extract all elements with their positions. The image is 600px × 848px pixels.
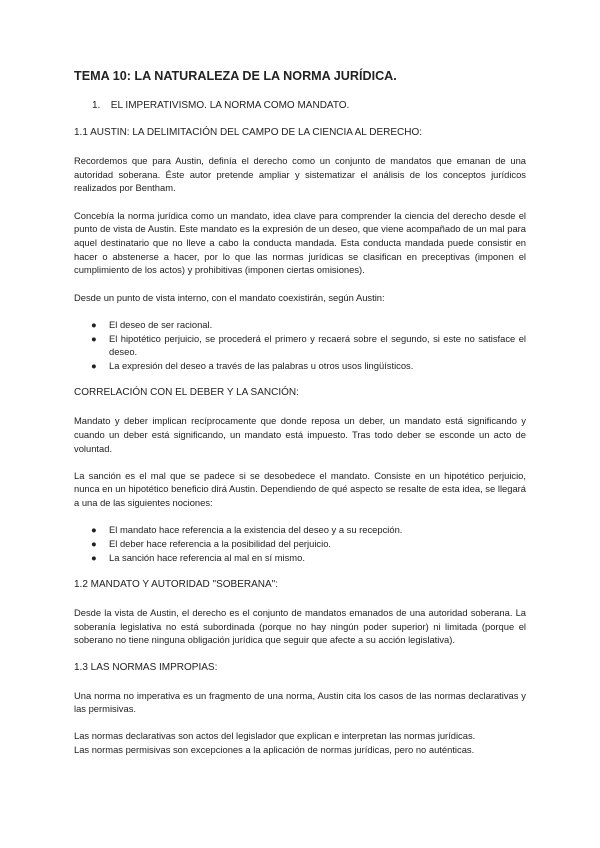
paragraph: La sanción es el mal que se padece si se desobedece el mandato. Consiste en un hipotético perjuicio, nunca en un hipotético beneficio dirá Austin. Dependiendo de qué aspecto se resalte de esta idea, se llegará a una de las siguientes nociones:	[74, 469, 526, 509]
bullet-icon: ●	[91, 332, 97, 344]
subsection-heading-1-3: 1.3 LAS NORMAS IMPROPIAS:	[74, 661, 218, 673]
section-number: 1.	[92, 100, 101, 111]
section-heading-1	[92, 99, 526, 113]
list-item	[74, 318, 526, 332]
paragraph: Las normas permisivas son excepciones a la aplicación de normas jurídicas, pero no auténticas.	[74, 744, 475, 756]
paragraph: Recordemos que para Austin, definía el derecho como un conjunto de mandatos que emanan de una autoridad soberana. Éste autor pretende ampliar y sistematizar el análisis de los conceptos jurídicos realizados por Bentham.	[74, 155, 526, 194]
subsection-heading-1-1: 1.1 AUSTIN: LA DELIMITACIÓN DEL CAMPO DE LA CIENCIA AL DERECHO:	[74, 127, 423, 138]
paragraph: Mandato y deber implican recíprocamente que donde reposa un deber, un mandato está significando y cuando un deber está significando, un mandato está impuesto. Tras todo deber se esconde un acto de voluntad.	[74, 415, 526, 454]
bullet-list	[74, 318, 526, 373]
list-item-text: La expresión del deseo a través de las palabras u otros usos lingüísticos.	[109, 359, 414, 371]
paragraph: Concebía la norma jurídica como un mandato, idea clave para comprender la ciencia del derecho desde el punto de vista de Austin. Este mandato es la expresión de un deseo, que viene acompañado de un mal para aquel destinatario que no lleve a cabo la conducta mandada. Esta conducta mandada puede consistir en hacer o abstenerse a hacer, por lo que las normas jurídicas se clasifican en preceptivas (imponen el cumplimiento de los actos) y prohibitivas (imponen ciertas omisiones).	[74, 209, 526, 276]
list-item	[74, 551, 526, 565]
bullet-icon: ●	[91, 538, 97, 550]
list-item	[74, 332, 526, 359]
list-item-text: La sanción hace referencia al mal en sí mismo.	[109, 551, 305, 563]
paragraph: Una norma no imperativa es un fragmento de una norma, Austin cita los casos de las normas declarativas y las permisivas.	[74, 689, 526, 715]
bullet-icon: ●	[91, 318, 97, 330]
subsection-heading-correlacion: CORRELACIÓN CON EL DEBER Y LA SANCIÓN:	[74, 387, 299, 399]
list-item	[74, 359, 526, 373]
bullet-list	[74, 523, 526, 564]
list-item-text: El deseo de ser racional.	[109, 318, 213, 330]
paragraph: Desde un punto de vista interno, con el mandato coexistirán, según Austin:	[74, 291, 385, 303]
list-item-text: El hipotético perjuicio, se procederá el primero y recaerá sobre el segundo, si este no satisface el deseo.	[109, 332, 526, 358]
list-item-text: El deber hace referencia a la posibilidad del perjuicio.	[109, 538, 332, 550]
bullet-icon: ●	[91, 551, 97, 563]
paragraph: Desde la vista de Austin, el derecho es el conjunto de mandatos emanados de una autoridad soberana. La soberanía legislativa no está subordinada (porque no hay ningún poder superior) ni limitada (porque el soberano no tiene ninguna obligación jurídica que seguir que afecte a su acción legislativa).	[74, 606, 526, 646]
bullet-icon: ●	[91, 359, 97, 371]
section-label: EL IMPERATIVISMO. LA NORMA COMO MANDATO.	[110, 100, 350, 111]
list-item	[74, 537, 526, 551]
paragraph: Las normas declarativas son actos del legislador que explican e interpretan las normas jurídicas.	[74, 730, 476, 742]
subsection-heading-1-2: 1.2 MANDATO Y AUTORIDAD "SOBERANA":	[74, 578, 279, 590]
list-item-text: El mandato hace referencia a la existencia del deseo y a su recepción.	[109, 524, 403, 536]
bullet-icon: ●	[91, 524, 97, 536]
list-item	[74, 523, 526, 537]
document-title: TEMA 10: LA NATURALEZA DE LA NORMA JURÍDICA.	[74, 69, 397, 83]
